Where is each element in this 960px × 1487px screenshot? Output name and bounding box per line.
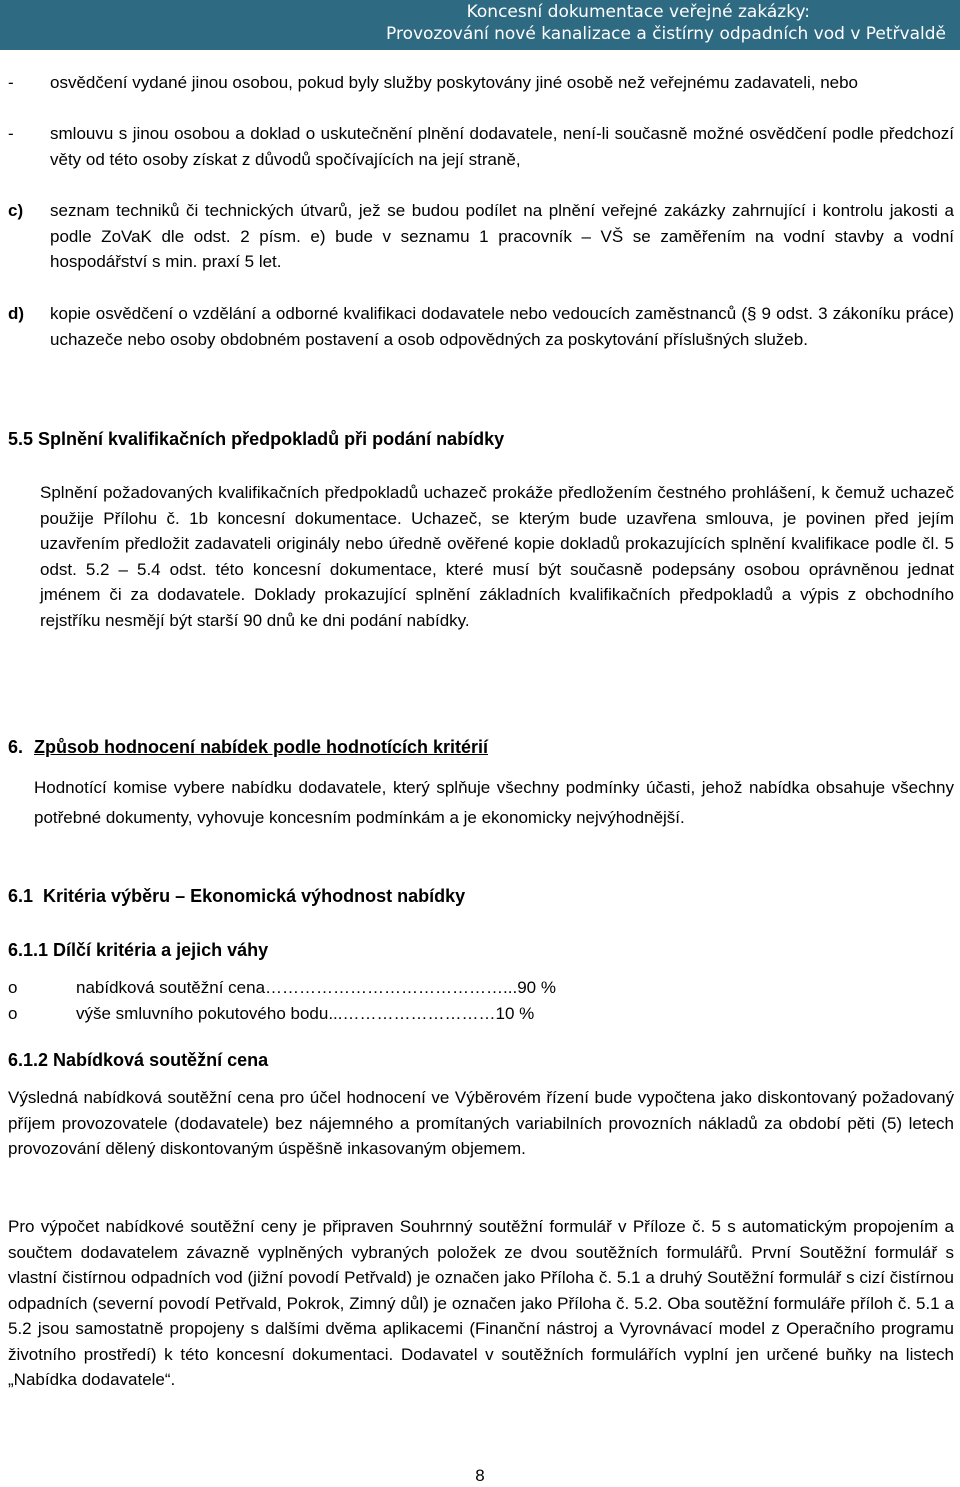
dash-marker: - bbox=[8, 124, 14, 143]
dash-item-text: osvědčení vydané jinou osobou, pokud byly služby poskytovány jiné osobě než veřejnému zadavateli, nebo bbox=[50, 73, 859, 92]
section-6-1-1-title: 6.1.1 Dílčí kritéria a jejich váhy bbox=[8, 940, 269, 960]
section-6-1-2-title: 6.1.2 Nabídková soutěžní cena bbox=[8, 1050, 269, 1070]
criterion-penalty: výše smluvního pokutového bodu...………………………10 % bbox=[76, 1004, 535, 1023]
criterion-marker: o bbox=[8, 978, 18, 997]
document-header bbox=[0, 0, 960, 50]
section-5-5-title: 5.5 Splnění kvalifikačních předpokladů při podání nabídky bbox=[8, 429, 505, 449]
criterion-marker: o bbox=[8, 1004, 18, 1023]
criterion-price: nabídková soutěžní cena……………………………………...90 % bbox=[76, 978, 556, 997]
dash-item-text: smlouvu s jinou osobou a doklad o uskutečnění plnění dodavatele, není-li současně možné osvědčení podle předchozí věty od této osoby získat z důvodů spočívajících na její straně, bbox=[50, 124, 954, 169]
item-c-text: seznam techniků či technických útvarů, jež se budou podílet na plnění veřejné zakázky zahrnující i kontrolu jakosti a podle ZoVaK dle odst. 2 písm. e) bude v seznamu 1 pracovník – VŠ se zaměřením na vodní stavby a vodní hospodářství s min. praxí 5 let. bbox=[50, 201, 954, 271]
item-marker-d: d) bbox=[8, 304, 25, 323]
page-number: 8 bbox=[475, 1466, 485, 1485]
section-6-1-title: 6.1 Kritéria výběru – Ekonomická výhodnost nabídky bbox=[8, 886, 466, 906]
section-5-5-text: Splnění požadovaných kvalifikačních předpokladů uchazeč prokáže předložením čestného prohlášení, k čemuž uchazeč použije Přílohu č. 1b koncesní dokumentace. Uchazeč, se kterým bude uzavřena smlouva, je povinen před jejím uzavřením předložit zadavateli originály nebo úředně ověřené kopie dokladů prokazujících splnění kvalifikace podle čl. 5 odst. 5.2 – 5.4 odst. této koncesní dokumentace, které musí být současně podepsány osobou oprávněnou jednat jménem či za dodavatele. Doklady prokazující splnění základních kvalifikačních předpokladů a výpis z obchodního rejstříku nesmějí být starší 90 dnů ke dni podání nabídky. bbox=[40, 483, 954, 630]
section-6-1-2-para-2: Pro výpočet nabídkové soutěžní ceny je připraven Souhrnný soutěžní formulář v Příloze č. 5 s automatickým propojením a součtem dodavatelem závazně vyplněných vybraných položek ze dvou soutěžních formulářů. První Soutěžní formulář s vlastní čistírnou odpadních vod (jižní povodí Petřvald) je označen jako Příloha č. 5.1 a druhý Soutěžní formulář s cizí čistírnou odpadních (severní povodí Petřvald, Pokrok, Zimný důl) je označen jako Příloha č. 5.2. Oba soutěžní formuláře příloh č. 5.1 a 5.2 jsou samostatně propojeny s dalšími dvěma aplikacemi (Finanční nástroj a Vyrovnávací model z Operačního programu životního prostředí) k této koncesní dokumentaci. Dodavatel v soutěžních formulářích vyplní jen určené buňky na listech „Nabídka dodavatele“. bbox=[8, 1217, 954, 1389]
dash-marker: - bbox=[8, 73, 14, 92]
header-line-1: Koncesní dokumentace veřejné zakázky: bbox=[466, 2, 810, 22]
section-6-number: 6. bbox=[8, 737, 24, 757]
section-6-text: Hodnotící komise vybere nabídku dodavatele, který splňuje všechny podmínky účasti, jehož nabídka obsahuje všechny potřebné dokumenty, vyhovuje koncesním podmínkám a je ekonomicky nejvýhodnější. bbox=[34, 778, 954, 827]
section-6-1-2-para-1: Výsledná nabídková soutěžní cena pro účel hodnocení ve Výběrovém řízení bude vypočtena jako diskontovaný požadovaný příjem provozovatele (dodavatele) bez nájemného a promítaných variabilních provozních nákladů za období pěti (5) letech provozování dělený diskontovaným úspěšně inkasovaným objemem. bbox=[8, 1088, 954, 1158]
header-line-2: Provozování nové kanalizace a čistírny odpadních vod v Petřvaldě bbox=[386, 24, 946, 44]
item-d-text: kopie osvědčení o vzdělání a odborné kvalifikaci dodavatele nebo vedoucích zaměstnanců (§ 9 odst. 3 zákoníku práce) uchazeče nebo osoby obdobném postavení a osob odpovědných za poskytování příslušných služeb. bbox=[50, 304, 954, 349]
item-marker-c: c) bbox=[8, 201, 24, 220]
section-6-title: Způsob hodnocení nabídek podle hodnotících kritérií bbox=[34, 737, 489, 757]
